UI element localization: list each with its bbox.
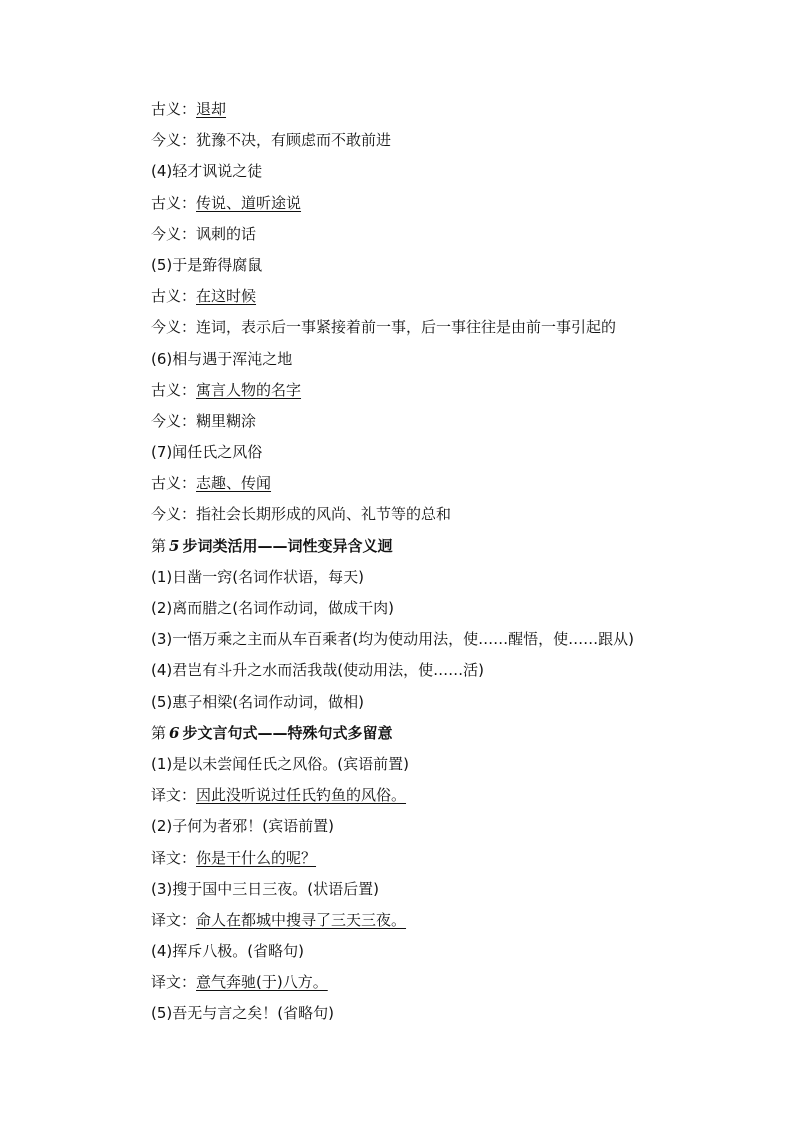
line-text: (1)是以未尝闻任氏之风俗。(宾语前置) xyxy=(151,754,409,773)
heading-prefix: 第 xyxy=(151,536,167,555)
text-line xyxy=(151,998,771,1029)
line-text: (2)子何为者邪！(宾语前置) xyxy=(151,817,334,836)
text-line xyxy=(151,406,771,437)
text-line xyxy=(151,437,771,468)
line-label: 古义： xyxy=(151,380,197,399)
text-line xyxy=(151,312,771,343)
line-label: 古义： xyxy=(151,100,197,118)
text-line xyxy=(151,94,771,125)
text-line xyxy=(151,375,771,406)
line-text: (5)于是臶得腐鼠 xyxy=(151,255,263,274)
answer-text: 寓言人物的名字 xyxy=(196,380,302,399)
text-line xyxy=(151,344,771,375)
text-line xyxy=(151,593,771,624)
line-text: 讽刺的话 xyxy=(196,224,257,243)
heading-text: 步文言句式——特殊句式多留意 xyxy=(182,723,393,742)
document-body xyxy=(151,94,771,1030)
answer-text: 因此没听说过任氏钓鱼的风俗。 xyxy=(196,786,407,805)
line-text: (2)离而腊之(名词作动词，做成干肉) xyxy=(151,599,394,617)
line-text: 指社会长期形成的风尚、礼节等的总和 xyxy=(196,505,452,524)
text-line xyxy=(151,281,771,312)
text-line xyxy=(151,780,771,811)
heading-prefix: 第 xyxy=(151,723,167,742)
answer-text: 意气奔驰(于)八方。 xyxy=(196,973,328,992)
line-text: (5)惠子相梁(名词作动词，做相) xyxy=(151,692,364,711)
line-text: (6)相与遇于浑沌之地 xyxy=(151,349,293,368)
text-line xyxy=(151,624,771,655)
text-line xyxy=(151,874,771,905)
line-text: (4)君岂有斗升之水而活我哉(使动用法，使……活) xyxy=(151,661,484,680)
line-text: (3)一悟万乘之主而从车百乘者(均为使动用法，使……醒悟，使……跟从) xyxy=(151,630,634,649)
section-heading xyxy=(151,531,771,562)
line-text: 糊里糊涂 xyxy=(196,411,257,430)
line-text: (3)搜于国中三日三夜。(状语后置) xyxy=(151,879,379,898)
text-line xyxy=(151,499,771,530)
step-number: 5 xyxy=(169,536,180,555)
line-text: 犹豫不决，有顾虑而不敢前进 xyxy=(196,131,392,150)
line-text: 连词，表示后一事紧接着前一事，后一事往往是由前一事引起的 xyxy=(196,318,617,337)
text-line xyxy=(151,749,771,780)
line-label: 今义： xyxy=(151,411,197,430)
line-label: 今义： xyxy=(151,505,197,524)
answer-text: 志趣、传闻 xyxy=(196,474,272,493)
line-label: 译文： xyxy=(151,973,197,992)
text-line xyxy=(151,687,771,718)
line-text: (7)闻任氏之风俗 xyxy=(151,443,263,462)
answer-text: 命人在都城中搜寻了三天三夜。 xyxy=(196,910,407,929)
text-line xyxy=(151,843,771,874)
answer-text: 在这时候 xyxy=(196,287,257,306)
line-label: 古义： xyxy=(151,287,197,306)
line-label: 译文： xyxy=(151,910,197,929)
text-line xyxy=(151,188,771,219)
line-label: 今义： xyxy=(151,224,197,243)
answer-text: 你是干什么的呢？ xyxy=(196,848,317,867)
text-line xyxy=(151,655,771,686)
section-heading xyxy=(151,718,771,749)
text-line xyxy=(151,250,771,281)
line-text: (4)挥斥八极。(省略句) xyxy=(151,942,304,961)
answer-text: 传说、道听途说 xyxy=(196,193,302,212)
text-line xyxy=(151,967,771,998)
line-text: (5)吾无与言之矣！(省略句) xyxy=(151,1004,334,1023)
line-label: 译文： xyxy=(151,786,197,805)
line-text: (1)日凿一窍(名词作状语，每天) xyxy=(151,567,364,586)
line-label: 今义： xyxy=(151,318,197,337)
text-line xyxy=(151,125,771,156)
text-line xyxy=(151,156,771,187)
text-line xyxy=(151,562,771,593)
line-text: (4)轻才讽说之徒 xyxy=(151,162,263,181)
line-label: 古义： xyxy=(151,193,197,212)
line-label: 古义： xyxy=(151,474,197,493)
line-label: 今义： xyxy=(151,131,197,150)
text-line xyxy=(151,905,771,936)
text-line xyxy=(151,936,771,967)
text-line xyxy=(151,811,771,842)
answer-text: 退却 xyxy=(196,100,227,118)
line-label: 译文： xyxy=(151,848,197,867)
text-line xyxy=(151,468,771,499)
step-number: 6 xyxy=(169,723,180,742)
text-line xyxy=(151,219,771,250)
heading-text: 步词类活用——词性变异含义迥 xyxy=(182,536,393,555)
